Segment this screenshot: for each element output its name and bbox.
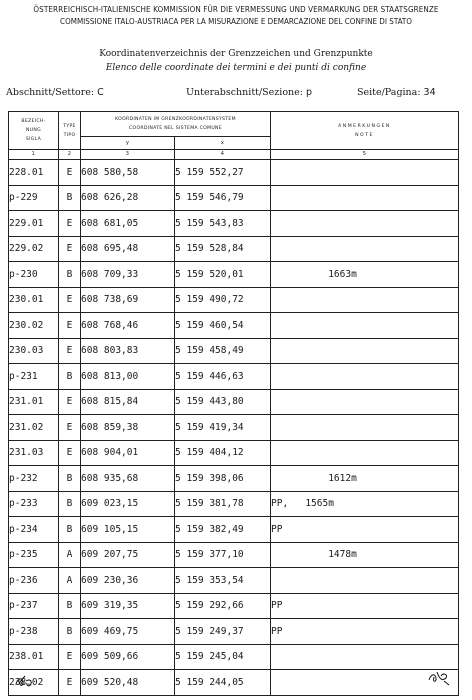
sigla-cell: p-233 [9, 491, 59, 517]
coord-x-cell: 5 159 460,54 [175, 313, 271, 339]
col-header-notes-de: ANMERKUNGEN [338, 123, 391, 129]
sigla-cell: p-237 [9, 593, 59, 619]
tipo-cell: E [59, 160, 81, 186]
note-cell: 1663m [271, 262, 459, 288]
table-body [9, 160, 459, 696]
col-number: 2 [59, 150, 81, 160]
table-row [9, 619, 459, 645]
col-header-coordinates-de: KOORDINATEN IM GRENZKOORDINATENSYSTEM [115, 117, 236, 122]
tipo-cell: A [59, 568, 81, 594]
coord-y-cell: 608 859,38 [81, 415, 175, 441]
section-value: C [97, 87, 104, 98]
coordinates-table [8, 111, 459, 696]
col-number: 3 [81, 150, 175, 160]
note-cell: PP [271, 517, 459, 543]
coord-x-cell: 5 159 520,01 [175, 262, 271, 288]
table-row [9, 364, 459, 390]
col-header-tipo-de: TYPE [63, 123, 76, 129]
note-cell [271, 440, 459, 466]
note-cell [271, 313, 459, 339]
col-header-notes-it: NOTE [355, 132, 374, 138]
section-label: Abschnitt/Settore: [6, 87, 95, 98]
subsection-value: p [306, 87, 313, 98]
tipo-cell: B [59, 262, 81, 288]
coord-y-cell: 608 695,48 [81, 236, 175, 262]
coord-y-cell: 608 626,28 [81, 185, 175, 211]
coord-x-cell: 5 159 443,80 [175, 389, 271, 415]
tipo-cell: E [59, 644, 81, 670]
col-number: 4 [175, 150, 271, 160]
col-number: 1 [9, 150, 59, 160]
note-cell [271, 211, 459, 237]
sigla-cell: p-231 [9, 364, 59, 390]
coord-x-cell: 5 159 382,49 [175, 517, 271, 543]
coord-y-cell: 609 023,15 [81, 491, 175, 517]
tipo-cell: E [59, 211, 81, 237]
sigla-cell: 231.03 [9, 440, 59, 466]
coord-x-cell: 5 159 292,66 [175, 593, 271, 619]
note-cell: PP [271, 593, 459, 619]
sigla-cell: 230.03 [9, 338, 59, 364]
tipo-cell: E [59, 287, 81, 313]
note-cell [271, 160, 459, 186]
col-header-sigla [9, 112, 59, 150]
table-row [9, 568, 459, 594]
coord-x-cell: 5 159 543,83 [175, 211, 271, 237]
sigla-cell: 230.01 [9, 287, 59, 313]
table-row [9, 542, 459, 568]
note-cell [271, 389, 459, 415]
note-cell: PP, 1565m [271, 491, 459, 517]
coord-x-cell: 5 159 404,12 [175, 440, 271, 466]
note-cell: 1478m [271, 542, 459, 568]
table-row [9, 313, 459, 339]
table-row [9, 338, 459, 364]
coord-y-cell: 608 803,83 [81, 338, 175, 364]
table-row [9, 644, 459, 670]
coord-x-cell: 5 159 377,10 [175, 542, 271, 568]
sigla-cell: 230.02 [9, 313, 59, 339]
table-row [9, 236, 459, 262]
coord-x-cell: 5 159 398,06 [175, 466, 271, 492]
table-row [9, 491, 459, 517]
table-row [9, 670, 459, 696]
sigla-cell: 238.01 [9, 644, 59, 670]
page-value: 34 [423, 87, 436, 98]
coord-y-cell: 608 768,46 [81, 313, 175, 339]
commission-header-de: ÖSTERREICHISCH-ITALIENISCHE KOMMISSION FÜR DIE VERMESSUNG UND VERMARKUNG DER STAATSGRENZE [33, 5, 439, 14]
col-header-coordinates-it: COORDINATE NEL SISTEMA COMUNE [129, 126, 222, 131]
section-field [6, 87, 104, 98]
sigla-cell: 228.01 [9, 160, 59, 186]
coord-y-cell: 608 709,33 [81, 262, 175, 288]
table-row [9, 593, 459, 619]
sigla-cell: 229.01 [9, 211, 59, 237]
page-field [357, 87, 436, 98]
sigla-cell: p-236 [9, 568, 59, 594]
col-header-tipo [59, 112, 81, 150]
sigla-cell: 231.02 [9, 415, 59, 441]
col-header-y: y [81, 137, 175, 150]
subsection-label: Unterabschnitt/Sezione: [186, 87, 303, 98]
coord-x-cell: 5 159 419,34 [175, 415, 271, 441]
coord-y-cell: 609 509,66 [81, 644, 175, 670]
col-header-sigla-de: BEZEICH- [21, 119, 46, 124]
tipo-cell: B [59, 364, 81, 390]
tipo-cell: B [59, 619, 81, 645]
tipo-cell: B [59, 593, 81, 619]
col-header-sigla-it: SIGLA [25, 137, 42, 142]
note-cell [271, 364, 459, 390]
table-row [9, 466, 459, 492]
tipo-cell: B [59, 491, 81, 517]
note-cell: 1612m [271, 466, 459, 492]
tipo-cell: B [59, 185, 81, 211]
sigla-cell: p-235 [9, 542, 59, 568]
tipo-cell: A [59, 542, 81, 568]
sigla-cell: 231.01 [9, 389, 59, 415]
coord-y-cell: 608 815,84 [81, 389, 175, 415]
tipo-cell: E [59, 313, 81, 339]
table-row [9, 287, 459, 313]
coord-y-cell: 608 580,58 [81, 160, 175, 186]
sigla-cell: p-230 [9, 262, 59, 288]
coord-x-cell: 5 159 381,78 [175, 491, 271, 517]
tipo-cell: B [59, 466, 81, 492]
coord-y-cell: 609 105,15 [81, 517, 175, 543]
table-row [9, 517, 459, 543]
coord-y-cell: 609 520,48 [81, 670, 175, 696]
coord-y-cell: 608 681,05 [81, 211, 175, 237]
coord-y-cell: 609 469,75 [81, 619, 175, 645]
coord-y-cell: 609 207,75 [81, 542, 175, 568]
note-cell [271, 236, 459, 262]
subsection-field [186, 87, 312, 98]
coord-x-cell: 5 159 353,54 [175, 568, 271, 594]
table-row [9, 262, 459, 288]
document-title-it: Elenco delle coordinate dei termini e dei punti di confine [105, 63, 367, 73]
note-cell [271, 287, 459, 313]
table-row [9, 160, 459, 186]
col-header-tipo-it: TIPO [63, 132, 76, 138]
sigla-cell: p-234 [9, 517, 59, 543]
note-cell: PP [271, 619, 459, 645]
coord-x-cell: 5 159 446,63 [175, 364, 271, 390]
sigla-cell: 238.02 [9, 670, 59, 696]
coord-y-cell: 608 935,68 [81, 466, 175, 492]
coord-y-cell: 609 230,36 [81, 568, 175, 594]
sigla-cell: p-238 [9, 619, 59, 645]
document-title-de: Koordinatenverzeichnis der Grenzzeichen und Grenzpunkte [99, 49, 373, 59]
signature-initials [14, 673, 36, 689]
col-header-x: x [175, 137, 271, 150]
col-header-sigla-de2: NUNG [26, 128, 41, 133]
tipo-cell: E [59, 415, 81, 441]
coord-x-cell: 5 159 528,84 [175, 236, 271, 262]
note-cell [271, 185, 459, 211]
col-header-coordinates [81, 112, 271, 137]
tipo-cell: E [59, 440, 81, 466]
tipo-cell: E [59, 338, 81, 364]
signature-initials [426, 666, 452, 688]
coord-x-cell: 5 159 249,37 [175, 619, 271, 645]
coord-x-cell: 5 159 552,27 [175, 160, 271, 186]
coord-y-cell: 608 738,69 [81, 287, 175, 313]
tipo-cell: B [59, 517, 81, 543]
coord-y-cell: 608 904,01 [81, 440, 175, 466]
note-cell [271, 338, 459, 364]
note-cell [271, 415, 459, 441]
sigla-cell: p-229 [9, 185, 59, 211]
table-row [9, 211, 459, 237]
coord-y-cell: 608 813,00 [81, 364, 175, 390]
tipo-cell: E [59, 670, 81, 696]
note-cell [271, 568, 459, 594]
coord-x-cell: 5 159 244,05 [175, 670, 271, 696]
table-row [9, 389, 459, 415]
coord-x-cell: 5 159 245,04 [175, 644, 271, 670]
coord-x-cell: 5 159 458,49 [175, 338, 271, 364]
sigla-cell: 229.02 [9, 236, 59, 262]
coord-x-cell: 5 159 546,79 [175, 185, 271, 211]
coord-y-cell: 609 319,35 [81, 593, 175, 619]
col-header-notes [271, 112, 459, 150]
coord-x-cell: 5 159 490,72 [175, 287, 271, 313]
table-row [9, 440, 459, 466]
tipo-cell: E [59, 236, 81, 262]
commission-header-it: COMMISSIONE ITALO-AUSTRIACA PER LA MISURAZIONE E DEMARCAZIONE DEL CONFINE DI STATO [60, 17, 412, 26]
col-number: 5 [271, 150, 459, 160]
page-label: Seite/Pagina: [357, 87, 421, 98]
table-row [9, 415, 459, 441]
table-row [9, 185, 459, 211]
tipo-cell: E [59, 389, 81, 415]
sigla-cell: p-232 [9, 466, 59, 492]
